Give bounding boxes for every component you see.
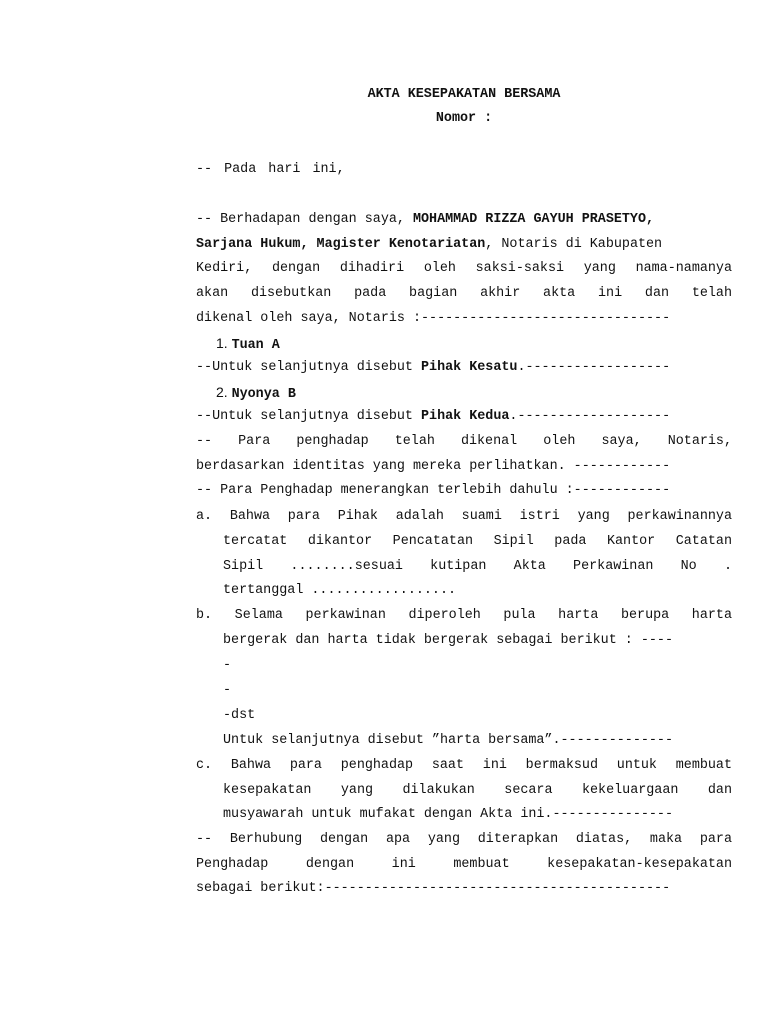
- berhadapan-line-3: Kediri, dengan dihadiri oleh saksi-saksi yang nama-namanya: [196, 261, 732, 276]
- berhadapan-line-1: -- Berhadapan dengan saya, MOHAMMAD RIZZA GAYUH PRASETYO,: [196, 212, 655, 227]
- document-number: Nomor :: [435, 111, 493, 126]
- pihak-1-name: 1. Tuan A: [216, 335, 280, 353]
- item-a-line-4: tertanggal ..................: [223, 583, 457, 598]
- menerangkan-line: -- Para Penghadap menerangkan terlebih dahulu :------------: [196, 483, 671, 498]
- item-b-line-3: Untuk selanjutnya disebut ”harta bersama”.--------------: [223, 733, 673, 748]
- item-c-line-3: musyawarah untuk mufakat dengan Akta ini.---------------: [223, 807, 673, 822]
- penghadap-line-1: -- Para penghadap telah dikenal oleh saya, Notaris,: [196, 434, 732, 449]
- document-title: AKTA KESEPAKATAN BERSAMA: [367, 87, 561, 102]
- penghadap-line-2: berdasarkan identitas yang mereka perlihatkan. ------------: [196, 459, 671, 474]
- berhadapan-line-5: dikenal oleh saya, Notaris :-------------------------------: [196, 311, 671, 326]
- berhubung-line-1: -- Berhubung dengan apa yang diterapkan diatas, maka para: [196, 832, 732, 847]
- item-a-line-2: tercatat dikantor Pencatatan Sipil pada Kantor Catatan: [223, 534, 732, 549]
- item-b-line-1: b. Selama perkawinan diperoleh pula harta berupa harta: [196, 608, 732, 623]
- berhubung-line-2: Penghadap dengan ini membuat kesepakatan-kesepakatan: [196, 857, 732, 872]
- item-c-line-2: kesepakatan yang dilakukan secara kekeluargaan dan: [223, 783, 732, 798]
- item-b-dash-dst: -dst: [223, 708, 256, 723]
- berhubung-line-3: sebagai berikut:-------------------------------------------: [196, 881, 671, 896]
- item-b-dash-1: -: [223, 658, 232, 673]
- pihak-2-designation: --Untuk selanjutnya disebut Pihak Kedua.-------------------: [196, 409, 671, 424]
- pihak-1-designation: --Untuk selanjutnya disebut Pihak Kesatu.------------------: [196, 360, 671, 375]
- item-a-line-1: a. Bahwa para Pihak adalah suami istri yang perkawinannya: [196, 509, 732, 524]
- item-b-dash-2: -: [223, 683, 232, 698]
- opening-line: -- Pada hari ini,: [196, 162, 345, 177]
- item-a-line-3: Sipil ........sesuai kutipan Akta Perkawinan No .: [223, 559, 732, 574]
- berhadapan-line-4: akan disebutkan pada bagian akhir akta ini dan telah: [196, 286, 732, 301]
- berhadapan-line-2: Sarjana Hukum, Magister Kenotariatan, Notaris di Kabupaten: [196, 237, 663, 252]
- item-c-line-1: c. Bahwa para penghadap saat ini bermaksud untuk membuat: [196, 758, 732, 773]
- pihak-2-name: 2. Nyonya B: [216, 384, 296, 402]
- item-b-line-2: bergerak dan harta tidak bergerak sebagai berikut : ----: [223, 633, 673, 648]
